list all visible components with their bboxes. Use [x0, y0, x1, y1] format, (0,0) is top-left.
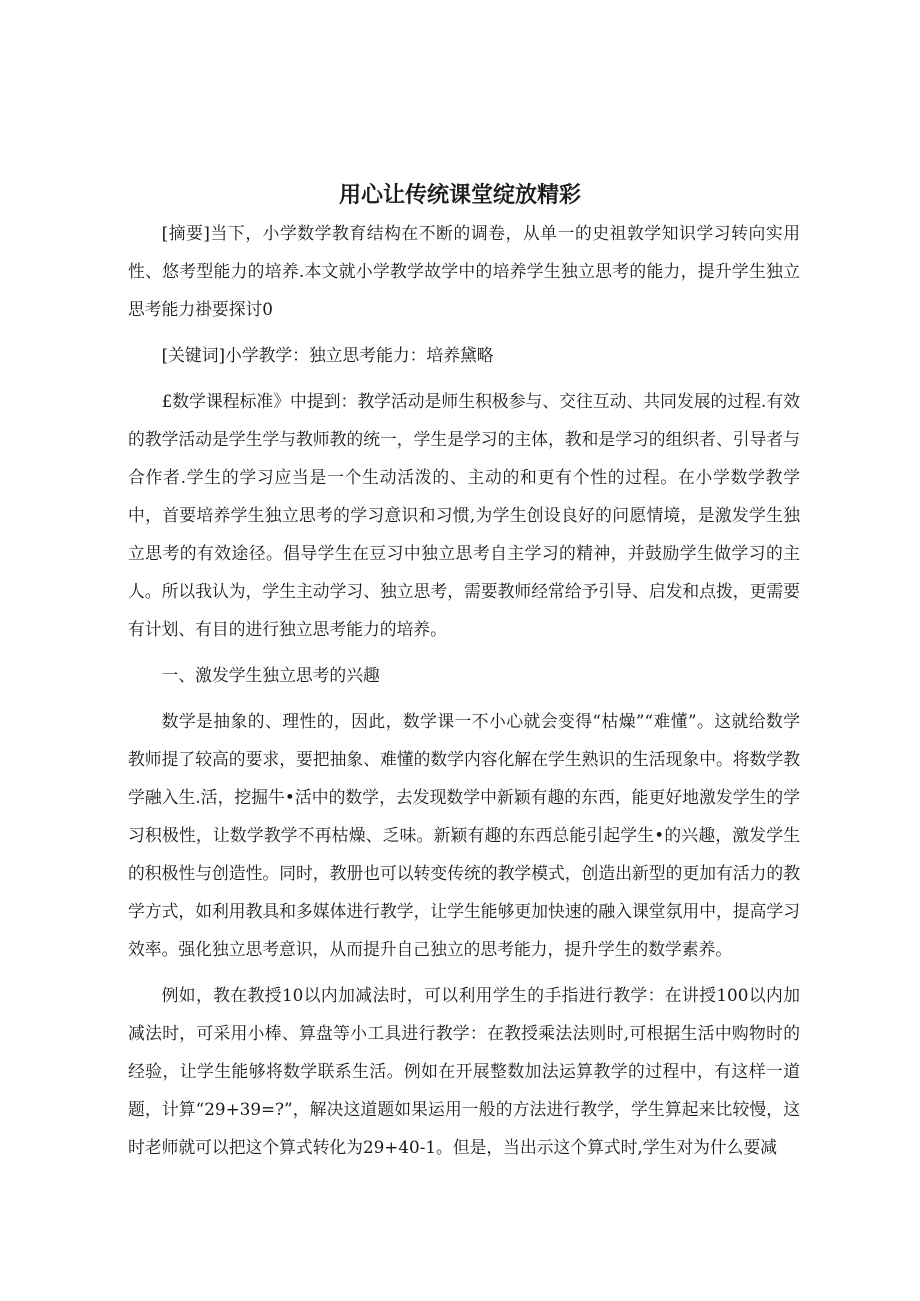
- body-paragraph-example: 例如，教在教授10以内加减法时，可以利用学生的手指进行教学：在讲授100以内加减法时，可采用小棒、算盘等小工具进行教学：在教授乘法法则时,可根据生活中购物时的经验，让学生能够将数学联系生活。例如在开展整数加法运算教学的过程中，有这样一道题，计算“29+39=?”，解决这道题如果运用一般的方法进行教学，学生算起来比较慢，这时老师就可以把这个算式转化为29+40-1。但是，当出示这个算式时,学生对为什么要减: [128, 985, 800, 1157]
- document-title: 用心让传统课堂绽放精彩: [338, 183, 581, 208]
- document-body: [128, 214, 800, 1166]
- abstract-paragraph: [摘要]当下，小学数学教育结构在不断的调卷，从单一的史祖敦学知识学习转向实用性、悠考型能力的培养.本文就小学教学故学中的培养学生独立思考的能力，提升学生独立思考能力褂要探讨0: [128, 223, 800, 319]
- body-paragraph-interest: 数学是抽象的、理性的，因此，数学课一不小心就会变得“枯燥”“难懂”。这就给数学教师提了较高的要求，要把抽象、难懂的数学内容化解在学生熟识的生活现象中。将数学教学融入生.活，挖掘牛•活中的数学，去发现数学中新颖有趣的东西，能更好地激发学生的学习积极性，让数学教学不再枯燥、乏味。新颖有趣的东西总能引起学生•的兴趣，激发学生的积极性与创造性。同时，教册也可以转变传统的教学模式，创造出新型的更加有活力的教学方式，如利用教具和多媒体进行教学，让学生能够更加快速的融入课堂氛用中，提高学习效率。强化独立思考意识，从而提升自己独立的思考能力，提升学生的数学素养。: [128, 711, 800, 959]
- section-heading: 一、激发学生独立思考的兴趣: [161, 665, 380, 685]
- intro-paragraph: £数学课程标准》中提到：教学活动是师生积极参与、交往互动、共同发展的过程.有效的教学活动是学生学与教师教的统一，学生是学习的主体，教和是学习的组织者、引导者与合作者.学生的学习应当是一个生动活泼的、主动的和更有个性的过程。在小学数学教学中，首要培养学生独立思考的学习意识和习惯,为学生创设良好的问愿情境，是激发学生独立思考的有效途径。倡导学生在豆习中独立思考自主学习的精神，并鼓励学生做学习的主人。所以我认为，学生主动学习、独立思考，需要教师经常给予引导、启发和点拨，更需要有计划、有目的进行独立思考能力的培养。: [128, 391, 800, 639]
- keywords-paragraph: [关键词]小学教学：独立思考能力：培养黛略: [161, 345, 494, 365]
